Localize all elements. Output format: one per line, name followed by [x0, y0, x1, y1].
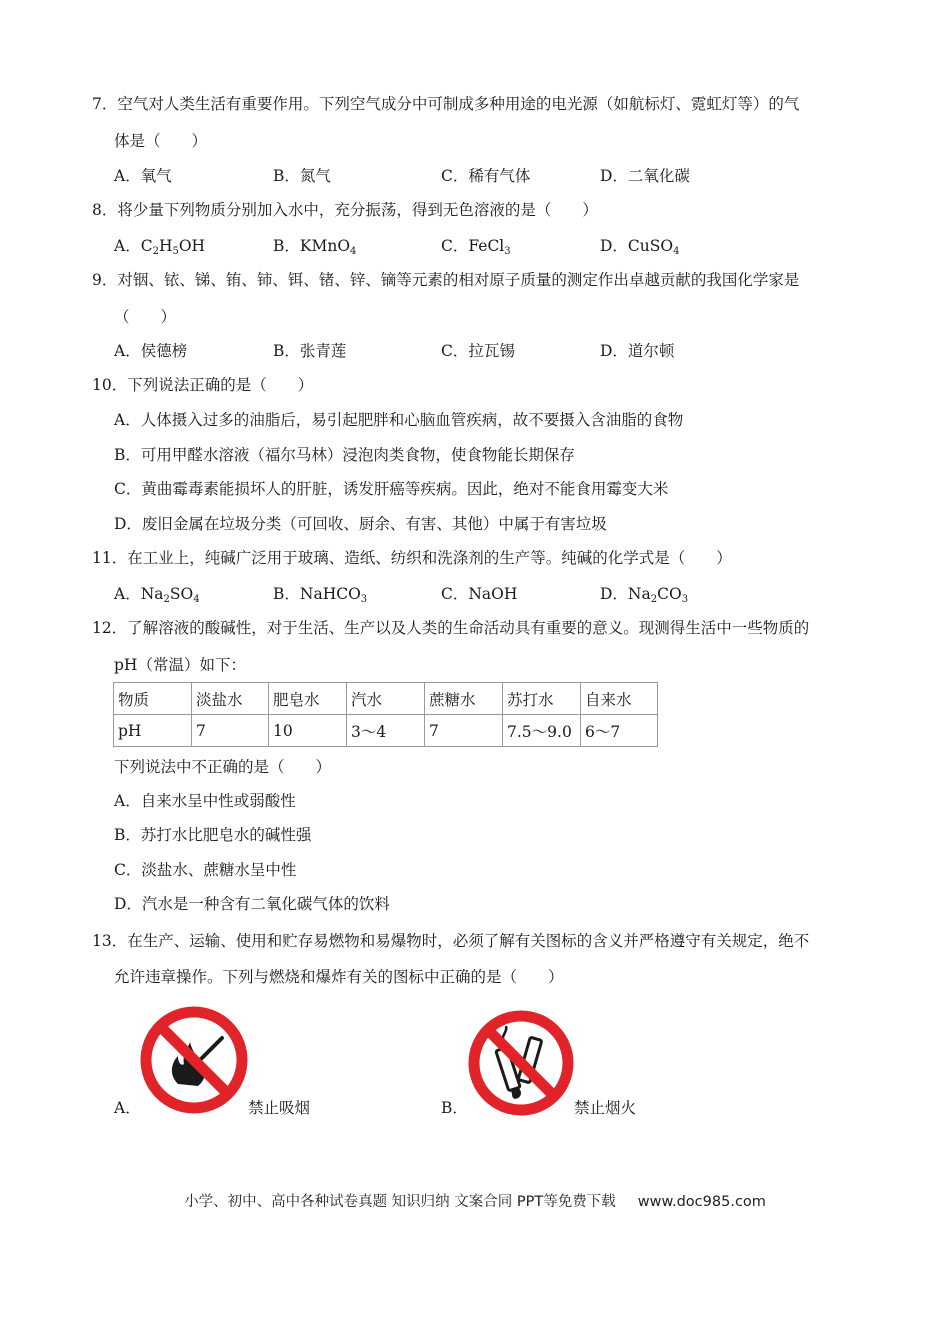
- q9-option-d: D．道尔顿: [600, 342, 675, 360]
- q11-option-d: D．$Na_2CO_3$: [600, 585, 689, 605]
- q13-option-a-letter: A．: [114, 1099, 141, 1117]
- q11-option-a: A．$Na_2SO_4$: [114, 585, 200, 605]
- q9-stem-line2: （ ）: [114, 308, 177, 326]
- q9-stem-line1: 9．对铟、铱、锑、铕、铈、铒、锗、锌、镝等元素的相对原子质量的测定作出卓越贡献的我国化学家是: [92, 271, 800, 289]
- footer-url-link[interactable]: www.doc985.com: [637, 1194, 766, 1210]
- q8-option-b: B．KMnO$_4$: [273, 237, 357, 257]
- q8-option-a: A．$C_2H_5OH$: [114, 237, 206, 257]
- table-cell: 7: [192, 715, 269, 747]
- q10-option-c: C．黄曲霉毒素能损坏人的肝脏，诱发肝癌等疾病。因此，绝对不能食用霉变大米: [114, 480, 669, 498]
- table-cell: 苏打水: [503, 683, 581, 715]
- footer-text: 小学、初中、高中各种试卷真题 知识归纳 文案合同 PPT等免费下载: [184, 1194, 616, 1210]
- table-cell: 淡盐水: [192, 683, 269, 715]
- page-footer: [0, 1190, 950, 1211]
- ph-table-value-row: [114, 715, 658, 747]
- q8-stem: 8．将少量下列物质分别加入水中，充分振荡，得到无色溶液的是（ ）: [92, 201, 598, 219]
- table-cell: 肥皂水: [269, 683, 347, 715]
- q7-stem-line1: 7．空气对人类生活有重要作用。下列空气成分中可制成多种用途的电光源（如航标灯、霓虹灯等）的气: [92, 95, 800, 113]
- ph-table-header-row: [114, 683, 658, 715]
- q11-stem: 11．在工业上，纯碱广泛用于玻璃、造纸、纺织和洗涤剂的生产等。纯碱的化学式是（ ）: [92, 549, 732, 567]
- q12-option-a: A．自来水呈中性或弱酸性: [114, 792, 296, 810]
- q10-option-d: D．废旧金属在垃圾分类（可回收、厨余、有害、其他）中属于有害垃圾: [114, 515, 607, 533]
- q7-stem-line2: 体是（ ）: [114, 132, 208, 150]
- table-cell: 7: [425, 715, 503, 747]
- q10-option-a: A．人体摄入过多的油脂后，易引起肥胖和心脑血管疾病，故不要摄入含油脂的食物: [114, 411, 684, 429]
- q13-option-a-caption: 禁止吸烟: [248, 1099, 311, 1117]
- q10-stem: 10．下列说法正确的是（ ）: [92, 376, 314, 394]
- q13-option-b-caption: 禁止烟火: [574, 1099, 637, 1117]
- q12-option-b: B．苏打水比肥皂水的碱性强: [114, 826, 312, 844]
- q11-option-b: B．NaHCO$_3$: [273, 585, 368, 605]
- q9-option-b: B．张青莲: [273, 342, 347, 360]
- table-cell: pH: [114, 715, 192, 747]
- q7-option-a: A．氧气: [114, 167, 172, 185]
- table-cell: 自来水: [581, 683, 658, 715]
- q13-stem-line2: 允许违章操作。下列与燃烧和爆炸有关的图标中正确的是（ ）: [114, 968, 564, 986]
- table-cell: 蔗糖水: [425, 683, 503, 715]
- q7-option-d: D．二氧化碳: [600, 167, 690, 185]
- q7-option-c: C．稀有气体: [441, 167, 531, 185]
- q9-option-a: A．侯德榜: [114, 342, 188, 360]
- table-cell: 物质: [114, 683, 192, 715]
- no-fire-sign-icon: [138, 1004, 250, 1116]
- q12-option-d: D．汽水是一种含有二氧化碳气体的饮料: [114, 895, 390, 913]
- q8-option-c: C．FeCl$_3$: [441, 237, 511, 257]
- q8-option-d: D．CuSO$_4$: [600, 237, 680, 257]
- q9-option-c: C．拉瓦锡: [441, 342, 515, 360]
- q11-option-c: C．NaOH: [441, 585, 518, 603]
- q12-stem-line2: pH（常温）如下：: [114, 656, 246, 674]
- q12-option-c: C．淡盐水、蔗糖水呈中性: [114, 861, 297, 879]
- q10-option-b: B．可用甲醛水溶液（福尔马林）浸泡肉类食物，使食物能长期保存: [114, 446, 575, 464]
- table-cell: 7.5～9.0: [503, 715, 581, 747]
- q12-stem-line1: 12．了解溶液的酸碱性，对于生活、生产以及人类的生命活动具有重要的意义。现测得生活中一些物质的: [92, 619, 810, 637]
- no-smoking-sign-icon: [466, 1008, 576, 1118]
- table-cell: 汽水: [347, 683, 425, 715]
- ph-table: [113, 682, 658, 747]
- q7-option-b: B．氮气: [273, 167, 331, 185]
- q13-option-b-letter: B．: [441, 1099, 468, 1117]
- table-cell: 6～7: [581, 715, 658, 747]
- table-cell: 10: [269, 715, 347, 747]
- q13-stem-line1: 13．在生产、运输、使用和贮存易燃物和易爆物时，必须了解有关图标的含义并严格遵守有关规定，绝不: [92, 932, 810, 950]
- table-cell: 3～4: [347, 715, 425, 747]
- q12-stem-line3: 下列说法中不正确的是（ ）: [114, 758, 332, 776]
